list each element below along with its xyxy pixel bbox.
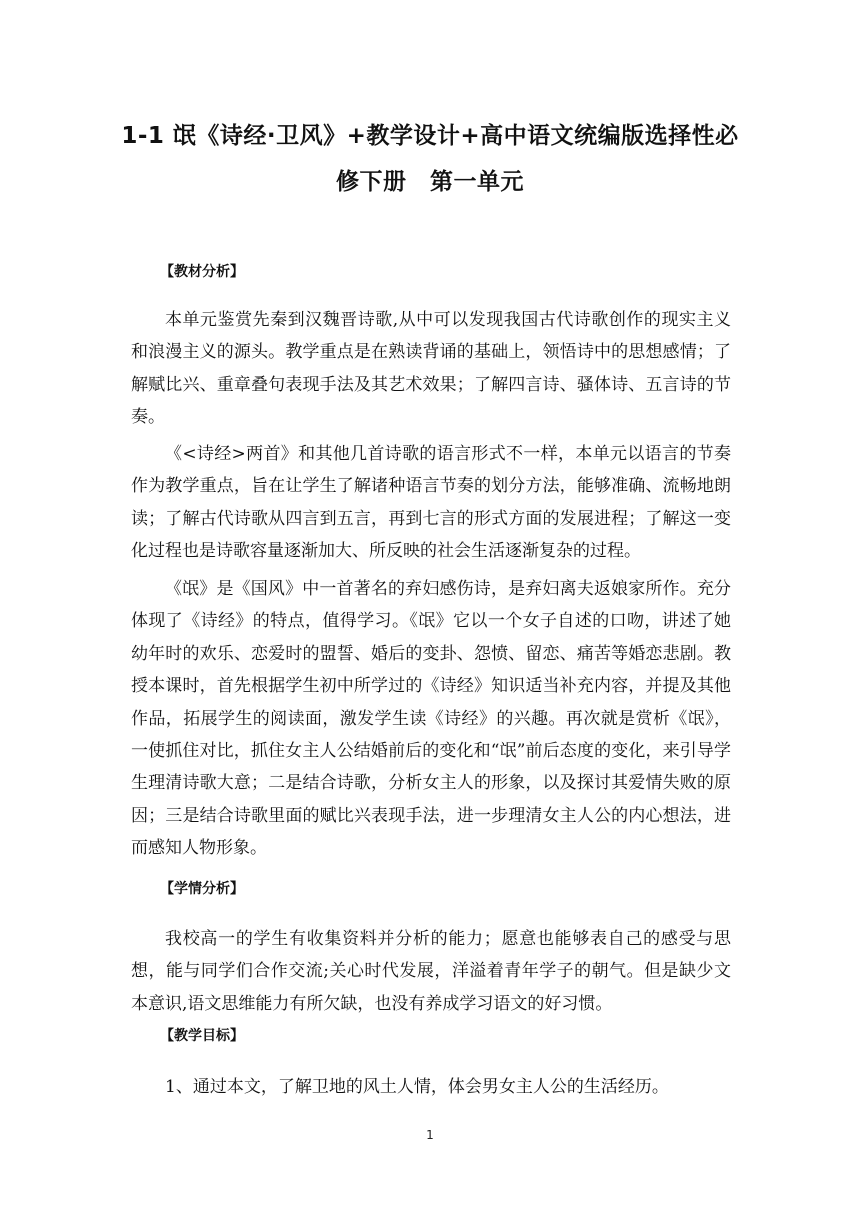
document-title-line-1: 1-1 氓《诗经·卫风》+教学设计+高中语文统编版选择性必 <box>121 123 739 149</box>
paragraph-goal-1: 1、通过本文，了解卫地的风土人情，体会男女主人公的生活经历。 <box>165 1077 669 1097</box>
paragraph-unit-overview: 本单元鉴赏先秦到汉魏晋诗歌,从中可以发现我国古代诗歌创作的现实主义和浪漫主义的源头。教学重点是在熟读背诵的基础上，领悟诗中的思想感情；了解赋比兴、重章叠句表现手法及其艺术效果；了解四言诗、骚体诗、五言诗的节奏。 <box>131 310 731 428</box>
paragraph-student-situation: 我校高一的学生有收集资料并分析的能力；愿意也能够表自己的感受与思想，能与同学们合作交流;关心时代发展，洋溢着青年学子的朝气。但是缺少文本意识,语文思维能力有所欠缺，也没有养成学习语文的好习惯。 <box>131 929 731 1014</box>
page-number: 1 <box>426 1128 434 1142</box>
section-heading-textbook-analysis: 【教材分析】 <box>160 264 244 280</box>
document-title-line-2: 修下册 第一单元 <box>336 169 524 195</box>
section-heading-teaching-goals: 【教学目标】 <box>160 1028 244 1044</box>
paragraph-mang-poem: 《氓》是《国风》中一首著名的弃妇感伤诗，是弃妇离夫返娘家所作。充分体现了《诗经》的特点，值得学习。《氓》它以一个女子自述的口吻，讲述了她幼年时的欢乐、恋爱时的盟誓、婚后的变卦、怨愤、留恋、痛苦等婚恋悲剧。教授本课时，首先根据学生初中所学过的《诗经》知识适当补充内容，并提及其他作品，拓展学生的阅读面，激发学生读《诗经》的兴趣。再次就是赏析《氓》，一使抓住对比，抓住女主人公结婚前后的变化和“氓”前后态度的变化，来引导学生理清诗歌大意；二是结合诗歌，分析女主人的形象，以及探讨其爱情失败的原因；三是结合诗歌里面的赋比兴表现手法，进一步理清女主人公的内心想法，进而感知人物形象。 <box>131 579 731 859</box>
paragraph-two-poems: 《<诗经>两首》和其他几首诗歌的语言形式不一样，本单元以语言的节奏作为教学重点，旨在让学生了解诸种语言节奏的划分方法，能够准确、流畅地朗读；了解古代诗歌从四言到五言，再到七言的形式方面的发展进程；了解这一变化过程也是诗歌容量逐渐加大、所反映的社会生活逐渐复杂的过程。 <box>131 444 731 562</box>
section-heading-student-analysis: 【学情分析】 <box>160 881 244 897</box>
